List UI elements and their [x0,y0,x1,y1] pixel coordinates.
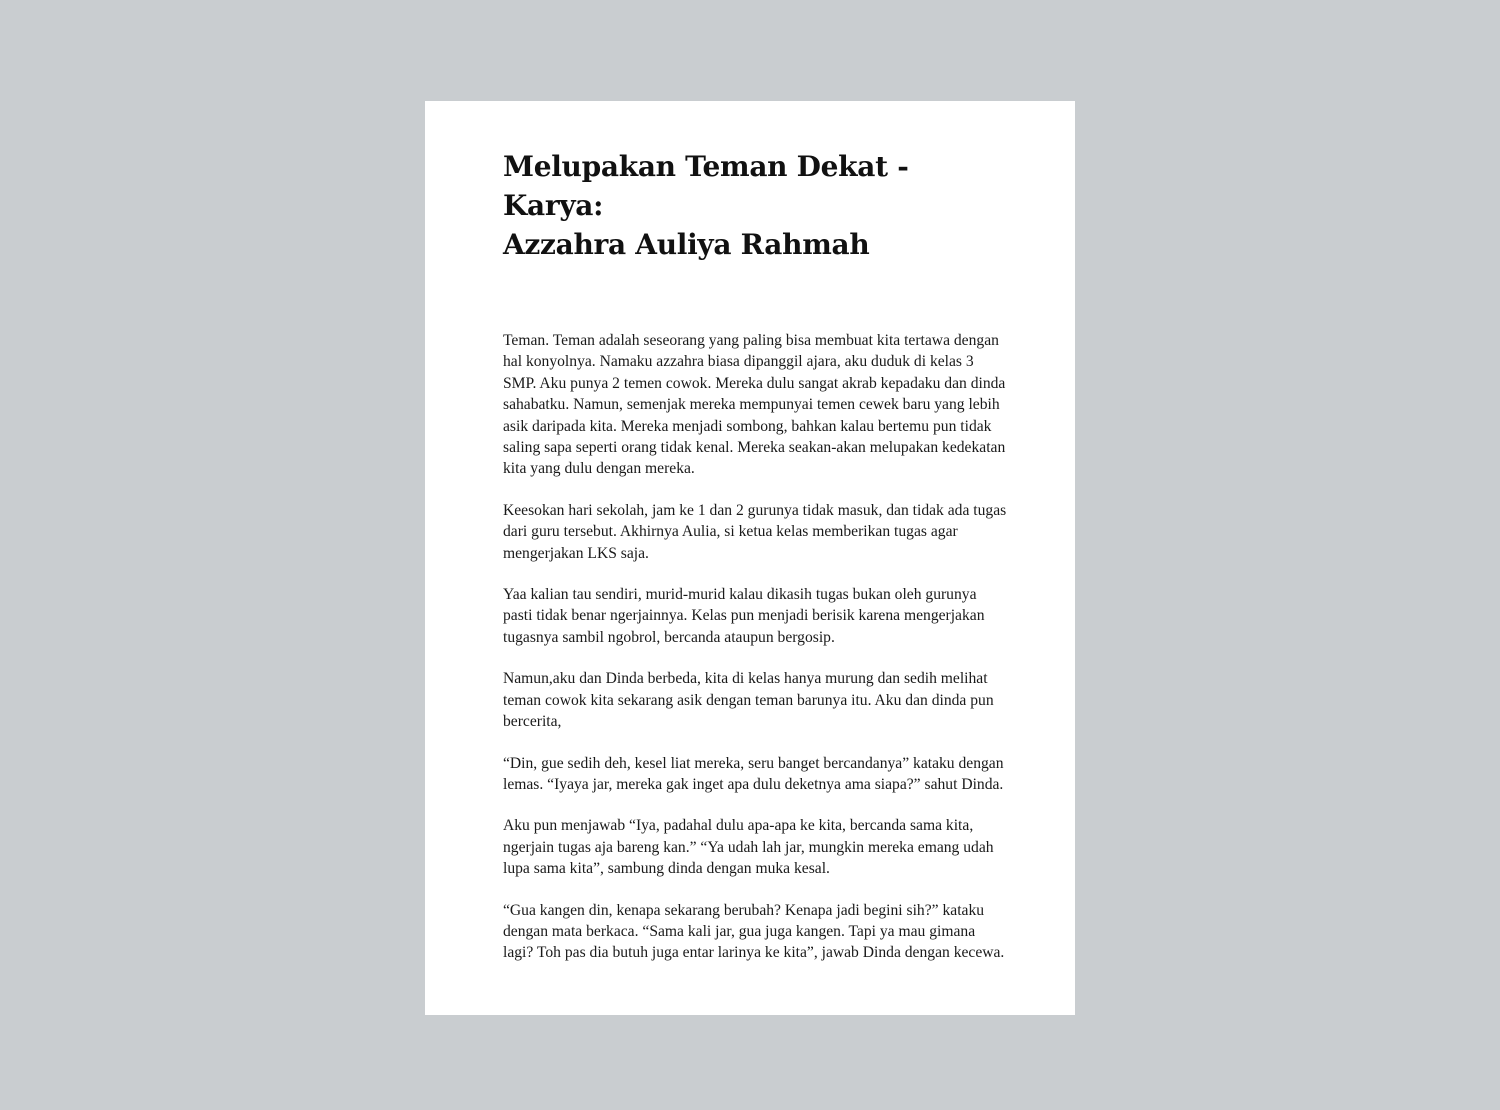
title-line-2: Azzahra Auliya Rahmah [503,228,870,261]
paragraph-6: Aku pun menjawab “Iya, padahal dulu apa-apa ke kita, bercanda sama kita, ngerjain tugas aja bareng kan.” “Ya udah lah jar, mungkin mereka emang udah lupa sama kita”, sambung dinda dengan muka kesal. [503,817,994,878]
document-body [503,330,1007,964]
paragraph-2: Keesokan hari sekolah, jam ke 1 dan 2 gurunya tidak masuk, dan tidak ada tugas dari guru tersebut. Akhirnya Aulia, si ketua kelas memberikan tugas agar mengerjakan LKS saja. [503,501,1007,562]
paragraph-7: “Gua kangen din, kenapa sekarang berubah? Kenapa jadi begini sih?” kataku dengan mata berkaca. “Sama kali jar, gua juga kangen. Tapi ya mau gimana lagi? Toh pas dia butuh juga entar larinya ke kita”, jawab Dinda dengan kecewa. [503,901,1005,962]
paragraph-4: Namun,aku dan Dinda berbeda, kita di kelas hanya murung dan sedih melihat teman cowok kita sekarang asik dengan teman barunya itu. Aku dan dinda pun bercerita, [503,670,994,731]
document-page [425,101,1075,1015]
title-line-1: Melupakan Teman Dekat - Karya: [503,150,909,222]
paragraph-1: Teman. Teman adalah seseorang yang paling bisa membuat kita tertawa dengan hal konyolnya. Namaku azzahra biasa dipanggil ajara, aku duduk di kelas 3 SMP. Aku punya 2 temen cowok. Mereka dulu sangat akrab kepadaku dan dinda sahabatku. Namun, semenjak mereka mempunyai temen cewek baru yang lebih asik daripada kita. Mereka menjadi sombong, bahkan kalau bertemu pun tidak saling sapa seperti orang tidak kenal. Mereka seakan-akan melupakan kedekatan kita yang dulu dengan mereka. [503,332,1006,478]
document-title [503,147,1007,264]
paragraph-3: Yaa kalian tau sendiri, murid-murid kalau dikasih tugas bukan oleh gurunya pasti tidak benar ngerjainnya. Kelas pun menjadi berisik karena mengerjakan tugasnya sambil ngobrol, bercanda ataupun bergosip. [503,586,985,646]
paragraph-5: “Din, gue sedih deh, kesel liat mereka, seru banget bercandanya” kataku dengan lemas. “Iyaya jar, mereka gak inget apa dulu deketnya ama siapa?” sahut Dinda. [503,754,1004,793]
